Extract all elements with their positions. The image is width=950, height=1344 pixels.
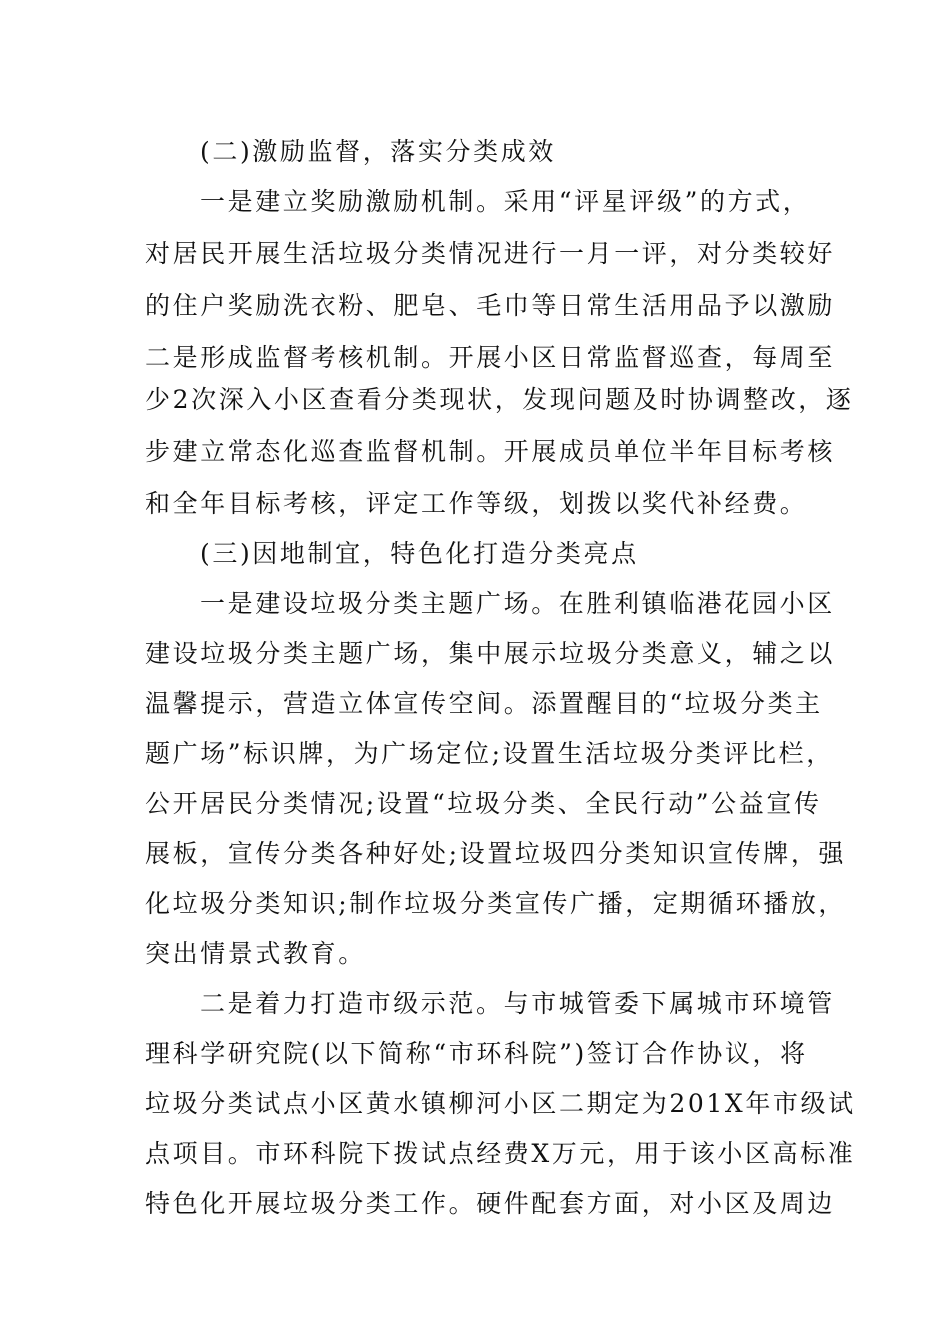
- paragraph-line: 题广场”标识牌，为广场定位;设置生活垃圾分类评比栏，: [145, 739, 834, 768]
- paragraph-line: 展板，宣传分类各种好处;设置垃圾四分类知识宣传牌，强: [145, 839, 847, 868]
- paragraph-line: 对居民开展生活垃圾分类情况进行一月一评，对分类较好: [145, 239, 836, 268]
- paragraph-line: 少2次深入小区查看分类现状，发现问题及时协调整改，逐: [145, 385, 854, 414]
- paragraph-line: 突出情景式教育。: [145, 939, 366, 968]
- paragraph-line: 化垃圾分类知识;制作垃圾分类宣传广播，定期循环播放，: [145, 889, 847, 918]
- paragraph-line: 和全年目标考核，评定工作等级，划拨以奖代补经费。: [145, 489, 808, 518]
- paragraph-line: 理科学研究院(以下简称“市环科院”)签订合作协议，将: [145, 1039, 808, 1068]
- paragraph-line: 步建立常态化巡查监督机制。开展成员单位半年目标考核: [145, 437, 836, 466]
- paragraph-line: 建设垃圾分类主题广场，集中展示垃圾分类意义，辅之以: [145, 639, 836, 668]
- paragraph-line: 温馨提示，营造立体宣传空间。添置醒目的“垃圾分类主: [145, 689, 823, 718]
- paragraph-line: 垃圾分类试点小区黄水镇柳河小区二期定为201X年市级试: [145, 1089, 856, 1118]
- paragraph-line: 公开居民分类情况;设置“垃圾分类、全民行动”公益宣传: [145, 789, 822, 818]
- paragraph-line: 点项目。市环科院下拨试点经费X万元，用于该小区高标准: [145, 1139, 856, 1168]
- paragraph-line: 特色化开展垃圾分类工作。硬件配套方面，对小区及周边: [145, 1189, 836, 1218]
- paragraph-line: 二是着力打造市级示范。与市城管委下属城市环境管: [200, 989, 835, 1018]
- paragraph-line: 一是建设垃圾分类主题广场。在胜利镇临港花园小区: [200, 589, 835, 618]
- paragraph-line: 的住户奖励洗衣粉、肥皂、毛巾等日常生活用品予以激励: [145, 291, 836, 320]
- paragraph-line: 一是建立奖励激励机制。采用“评星评级”的方式，: [200, 187, 811, 216]
- section-heading-3: (三)因地制宜，特色化打造分类亮点: [200, 539, 639, 568]
- paragraph-line: 二是形成监督考核机制。开展小区日常监督巡查，每周至: [145, 343, 836, 372]
- section-heading-2: (二)激励监督，落实分类成效: [200, 137, 556, 166]
